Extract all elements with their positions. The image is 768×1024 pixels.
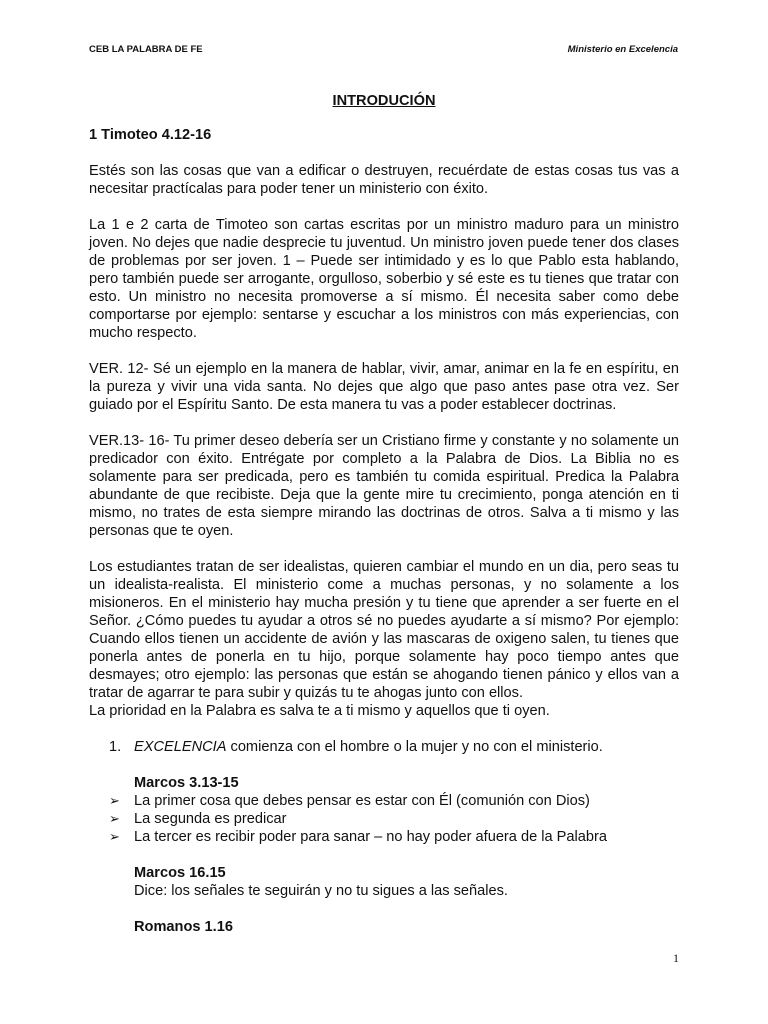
item-number: 1.	[109, 739, 122, 755]
arrow-bullet-icon: ➢	[109, 829, 120, 844]
list-item	[89, 810, 679, 828]
numbered-item	[89, 738, 679, 756]
list-item-text: La tercer es recibir poder para sanar – no hay poder afuera de la Palabra	[134, 829, 607, 845]
marcos-16-block	[89, 864, 679, 900]
list-item	[89, 792, 679, 810]
item-text	[134, 738, 603, 756]
document-body	[89, 92, 679, 936]
list-item	[89, 828, 679, 846]
list-item-text: La primer cosa que debes pensar es estar con Él (comunión con Dios)	[134, 793, 590, 809]
bullet-list	[89, 792, 679, 846]
page-number: 1	[673, 951, 679, 965]
paragraph: VER. 12- Sé un ejemplo en la manera de hablar, vivir, amar, animar en la fe en espíritu, en la pureza y vivir una vida santa. No dejes que algo que paso antes pase otra vez. Ser guiado por el Espíritu Santo. De esta manera tu vas a poder establecer doctrinas.	[89, 361, 679, 413]
paragraph: Estés son las cosas que van a edificar o destruyen, recuérdate de estas cosas tus vas a necesitar practícalas para poder tener un ministerio con éxito.	[89, 163, 679, 197]
marcos-16-reference: Marcos 16.15	[134, 865, 226, 881]
header-left: CEB LA PALABRA DE FE	[89, 44, 203, 55]
paragraph: La prioridad en la Palabra es salva te a ti mismo y aquellos que ti oyen.	[89, 703, 550, 719]
romanos-reference: Romanos 1.16	[134, 919, 233, 935]
scripture-reference: 1 Timoteo 4.12-16	[89, 127, 212, 143]
page-title: INTRODUCIÓN	[332, 93, 436, 109]
paragraph: La 1 e 2 carta de Timoteo son cartas escritas por un ministro maduro para un ministro joven. No dejes que nadie desprecie tu juventud. Un ministro joven puede tener dos clases de problemas por ser joven. 1 – Puede ser intimidado y es lo que Pablo esta hablando, pero también puede ser arrogante, orgulloso, soberbio y sé este es tu tienes que tratar con esto. Un ministro no necesita promoverse a sí mismo. Él necesita saber como debe comportarse por ejemplo: sentarse y escuchar a los ministros con más experiencias, con mucho respecto.	[89, 217, 679, 341]
paragraph: Los estudiantes tratan de ser idealistas, quieren cambiar el mundo en un dia, pero seas tu un idealista-realista. El ministerio come a muchas personas, y no solamente a los misioneros. En el ministerio hay mucha presión y tu tiene que aprender a ser fuerte en el Señor. ¿Cómo puedes tu ayudar a otros sé no puedes ayudarte a sí mismo? Por ejemplo: Cuando ellos tienen un accidente de avión y las mascaras de oxigeno salen, tu tienes que ponerla antes de ponerla en tu hijo, porque solamente hay poco tiempo antes que desmayes; otro ejemplo: las personas que están se ahogando tienen pánico y ellos van a tratar de agarrar te para subir y quizás tu te ahogas junto con ellos.	[89, 559, 679, 701]
list-item-text: La segunda es predicar	[134, 811, 287, 827]
header-right: Ministerio en Excelencia	[567, 44, 678, 55]
item-emphasis: EXCELENCIA	[134, 739, 227, 755]
marcos-16-text: Dice: los señales te seguirán y no tu sigues a las señales.	[134, 883, 508, 899]
paragraph: VER.13- 16- Tu primer deseo debería ser un Cristiano firme y constante y no solamente un predicador con éxito. Entrégate por completo a la Palabra de Dios. La Biblia no es solamente para ser predicada, pero es también tu comida espiritual. Predica la Palabra abundante de que recibiste. Deja que la gente mire tu crecimiento, ponga atención en ti mismo, no trates de esta siempre mirando las doctrinas de otros. Salva a ti mismo y las personas que te oyen.	[89, 433, 679, 539]
item-rest: comienza con el hombre o la mujer y no con el ministerio.	[226, 739, 603, 755]
marcos-3-reference: Marcos 3.13-15	[134, 775, 239, 791]
arrow-bullet-icon: ➢	[109, 811, 120, 826]
arrow-bullet-icon: ➢	[109, 793, 120, 808]
